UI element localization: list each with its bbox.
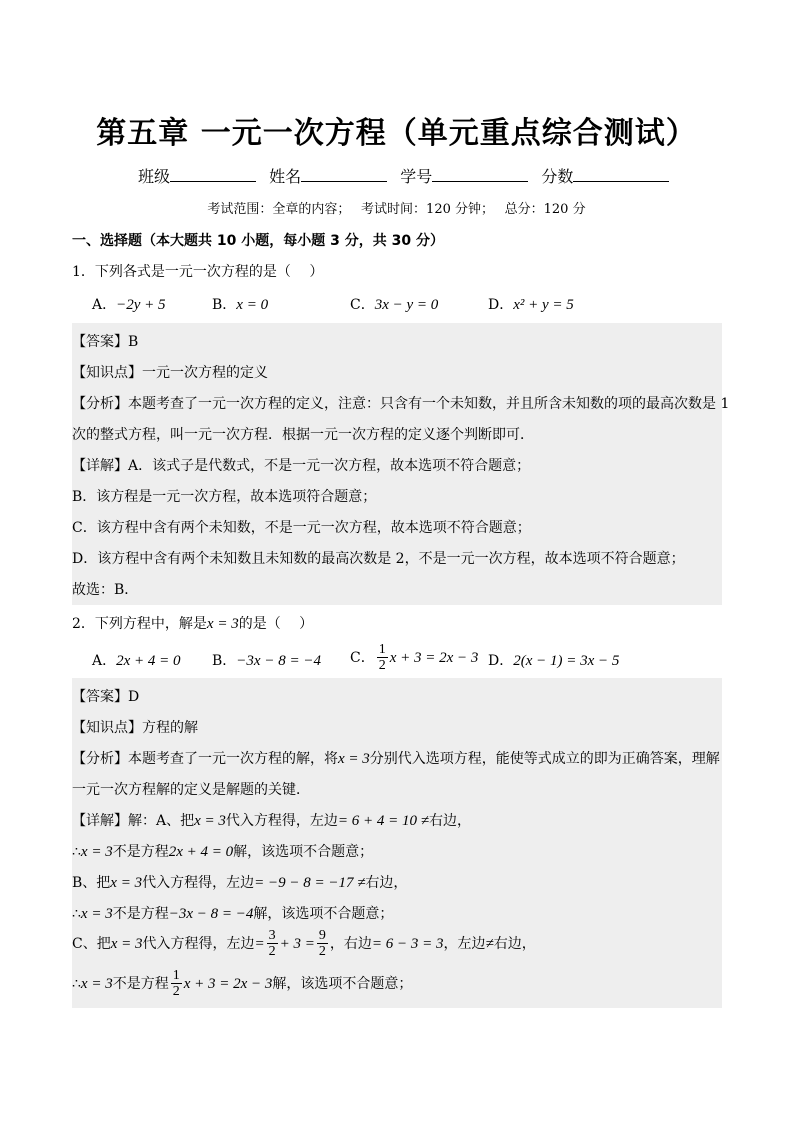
question-1-stem: 1．下列各式是一元一次方程的是（ ） [72,264,324,280]
detail-line: 【详解】解：A、把x = 3代入方程得，左边= 6 + 4 = 10 ≠右边， [72,813,472,829]
name-blank [301,167,387,182]
question-1-options [0,294,793,324]
id-blank [432,167,528,182]
question-2-options [0,642,793,682]
option-a: A．2x + 4 = 0 [92,653,181,669]
analysis-line: 【分析】本题考查了一元一次方程的定义，注意：只含有一个未知数，并且所含未知数的项的最高次数是 1 [72,396,730,412]
option-d: D．2(x − 1) = 3x − 5 [488,653,620,669]
document-title: 第五章 一元一次方程（单元重点综合测试） [96,116,697,151]
detail-line: 故选：B． [72,582,139,598]
fraction: $\frac{3}{2}$ [268,928,276,960]
analysis-line: 【分析】本题考查了一元一次方程的解，将x = 3分别代入选项方程，能使等式成立的即为正确答案，理解 [72,751,720,767]
option-d-math: 2(x − 1) = 3x − 5 [513,653,620,669]
knowledge-line: 【知识点】一元一次方程的定义 [72,365,268,381]
option-b-math: −3x − 8 = −4 [236,653,321,669]
option-a: A．−2y + 5 [92,297,166,313]
option-c-math: x + 3 = 2x − 3 [389,649,479,666]
option-b: B．−3x − 8 = −4 [212,653,321,669]
question-2-stem: 2．下列方程中，解是x = 3的是（ ） [72,616,314,632]
detail-line: ∴x = 3不是方程 $\frac{1}{2}$ x + 3 = 2x − 3解，该选项不合题意； [72,968,413,1000]
detail-line: D．该方程中含有两个未知数且未知数的最高次数是 2，不是一元一次方程，故本选项不符合题意； [72,551,685,567]
option-c: C．3x − y = 0 [350,297,439,313]
detail-line: ∴x = 3不是方程2x + 4 = 0解，该选项不合题意； [72,844,374,860]
detail-line: B．该方程是一元一次方程，故本选项符合题意； [72,489,377,505]
class-label: 班级 [138,167,171,186]
score-blank [573,167,669,182]
fraction: $\frac{9}{2}$ [318,928,326,960]
answer-line: 【答案】B [72,334,139,350]
detail-line: C．该方程中含有两个未知数，不是一元一次方程，故本选项不符合题意； [72,520,531,536]
stem-math: x = 3 [206,616,239,632]
detail-line: C、把x = 3代入方程得，左边= $\frac{3}{2}$ + 3 = $\frac{9}{2}$ ，右边= 6 − 3 = 3，左边≠右边， [72,928,536,960]
name-label: 姓名 [269,167,302,186]
question-1-solution-box [72,323,730,605]
option-b-math: x = 0 [236,297,269,313]
detail-line: ∴x = 3不是方程−3x − 8 = −4解，该选项不合题意； [72,906,394,922]
answer-line: 【答案】D [72,689,140,705]
analysis-line: 一元一次方程解的定义是解题的关键． [72,782,310,798]
score-label: 分数 [541,167,574,186]
option-a-math: −2y + 5 [116,297,166,313]
section-title: 一、选择题（本大题共 10 小题，每小题 3 分，共 30 分） [72,233,444,249]
option-d: D．x² + y = 5 [488,297,574,313]
option-c: C． $\frac{1}{2}$ x + 3 = 2x − 3 [350,642,479,674]
fraction: $\frac{1}{2}$ [378,642,386,674]
exam-info: 考试范围：全章的内容； 考试时间：120 分钟； 总分：120 分 [207,202,586,217]
class-blank [170,167,256,182]
detail-line: 【详解】A．该式子是代数式，不是一元一次方程，故本选项不符合题意； [72,458,531,474]
option-d-math: x² + y = 5 [513,297,574,313]
fraction: $\frac{1}{2}$ [172,968,180,1000]
detail-line: B、把x = 3代入方程得，左边= −9 − 8 = −17 ≠右边， [72,875,408,891]
analysis-line: 次的整式方程，叫一元一次方程．根据一元一次方程的定义逐个判断即可． [72,427,534,443]
student-info-row [138,164,669,187]
knowledge-line: 【知识点】方程的解 [72,720,198,736]
option-b: B．x = 0 [212,297,269,313]
option-c-math: 3x − y = 0 [374,297,439,313]
id-label: 学号 [400,167,433,186]
question-2-solution-box [72,678,722,1008]
option-a-math: 2x + 4 = 0 [116,653,181,669]
